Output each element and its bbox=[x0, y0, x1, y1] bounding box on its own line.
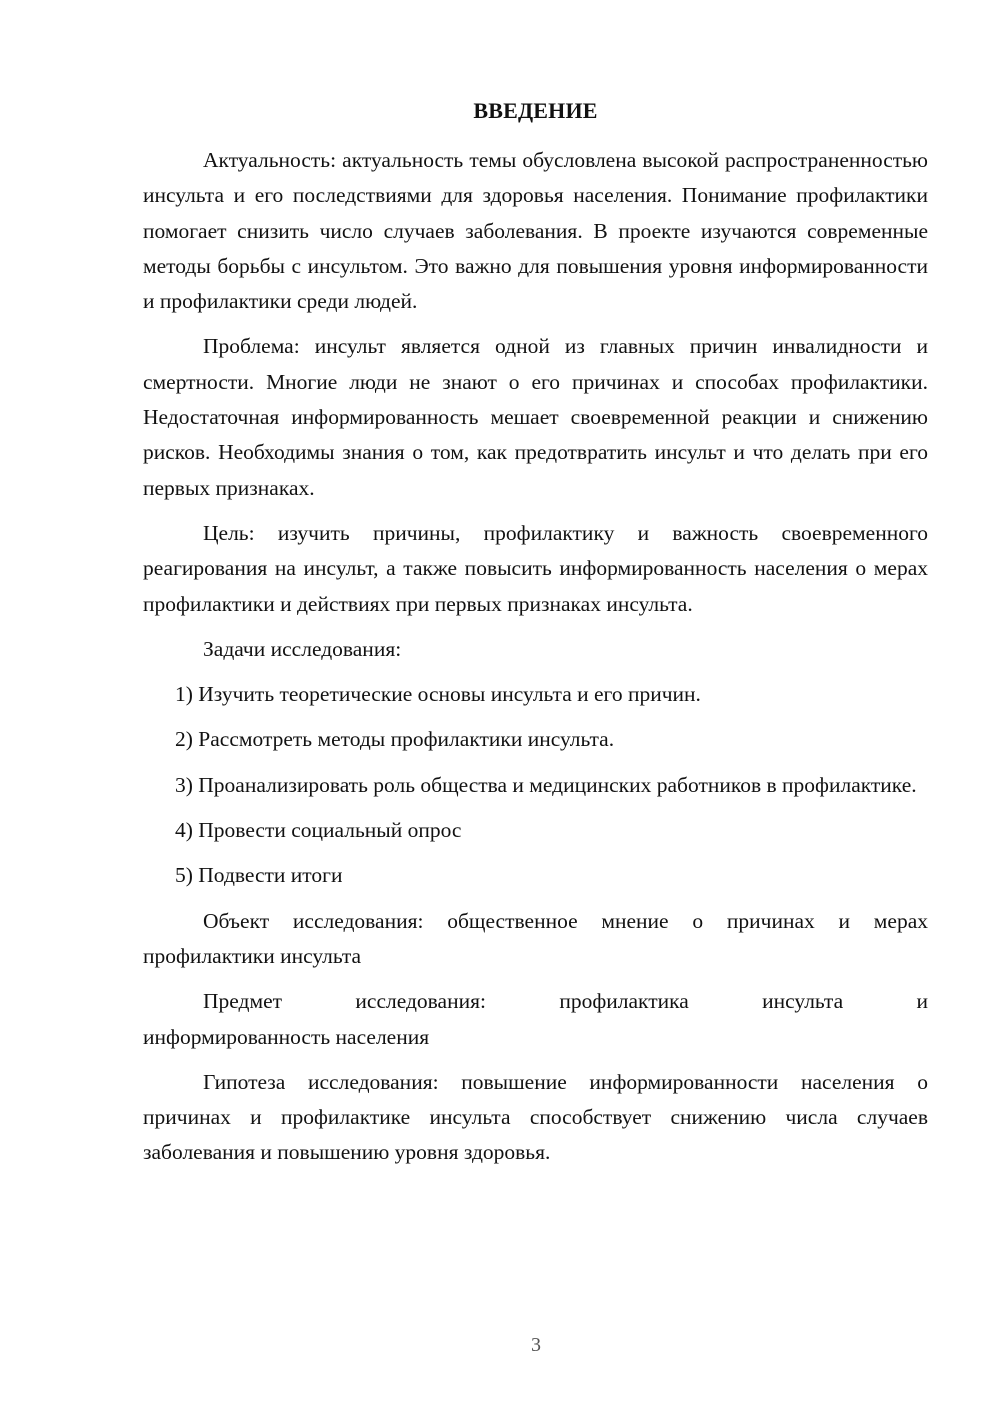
object-paragraph: Объект исследования: общественное мнение о причинах и мерах профилактики инсульта bbox=[143, 908, 928, 968]
subject-paragraph bbox=[143, 984, 928, 1055]
hypothesis-paragraph: Гипотеза исследования: повышение информированности населения о причинах и профилактике инсульта способствует снижению числа случаев заболевания и повышению уровня здоровья. bbox=[143, 1069, 928, 1165]
relevance-paragraph: Актуальность: актуальность темы обусловлена высокой распространенностью инсульта и его последствиями для здоровья населения. Понимание профилактики помогает снизить число случаев заболевания. В проекте изучаются современные методы борьбы с инсультом. Это важно для повышения уровня информированности и профилактики среди людей. bbox=[143, 148, 928, 314]
goal-paragraph: Цель: изучить причины, профилактику и важность своевременного реагирования на инсульт, а также повысить информированность населения о мерах профилактики и действиях при первых признаках инсульта. bbox=[143, 520, 928, 616]
tasks-label: Задачи исследования: bbox=[203, 636, 402, 661]
task-item-3: 3) Проанализировать роль общества и медицинских работников в профилактике. bbox=[175, 772, 917, 797]
problem-paragraph: Проблема: инсульт является одной из главных причин инвалидности и смертности. Многие люди не знают о его причинах и способах профилактики. Недостаточная информированность мешает своевременной реакции и снижению рисков. Необходимы знания о том, как предотвратить инсульт и что делать при его первых признаках. bbox=[143, 334, 928, 500]
task-item-2: 2) Рассмотреть методы профилактики инсульта. bbox=[175, 727, 615, 752]
task-item-4: 4) Провести социальный опрос bbox=[175, 818, 462, 843]
page-number: 3 bbox=[531, 1334, 541, 1356]
subject-line-2: информированность населения bbox=[143, 1024, 430, 1049]
document-title: ВВЕДЕНИЕ bbox=[473, 98, 598, 123]
document-page bbox=[143, 96, 928, 1181]
task-item-1: 1) Изучить теоретические основы инсульта и его причин. bbox=[175, 682, 701, 707]
task-item-5: 5) Подвести итоги bbox=[175, 863, 343, 888]
subject-line-1: Предмет исследования: профилактика инсульта и bbox=[203, 989, 928, 1014]
